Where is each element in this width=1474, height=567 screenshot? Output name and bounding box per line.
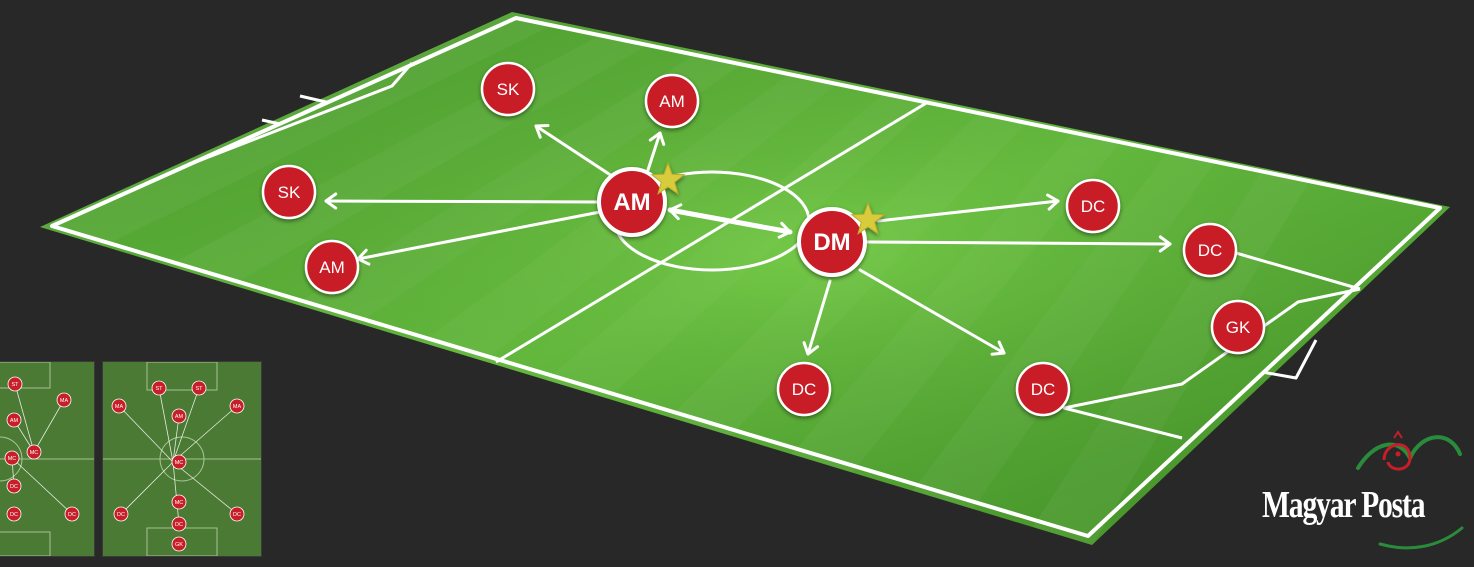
thumbnail-player [172, 495, 186, 509]
player-position-label: AM [319, 258, 345, 277]
player-position-label: AM [659, 92, 685, 111]
thumbnail-player [8, 377, 22, 391]
formation-thumbnail-1[interactable] [0, 362, 94, 556]
thumbnail-player-label: MC [174, 500, 184, 507]
player-am-left[interactable] [306, 241, 358, 293]
player-sk-top[interactable] [482, 63, 534, 115]
thumbnail-pass-line [173, 462, 179, 524]
player-position-label: DC [791, 380, 817, 399]
brand-name: Magyar Posta [1262, 484, 1425, 526]
thumbnail-pass-line [119, 406, 173, 462]
thumbnail-player [112, 399, 126, 413]
thumbnail-player-label: MC [7, 456, 17, 463]
thumbnail-player-label: GK [175, 542, 183, 549]
pass-line [866, 242, 1170, 244]
thumbnail-player [7, 413, 21, 427]
player-dc-right-top[interactable] [1067, 180, 1119, 232]
player-dc-bottom-left[interactable] [778, 363, 830, 415]
thumbnail-player [230, 507, 244, 521]
thumbnail-player [7, 479, 21, 493]
brand-logo [1258, 428, 1464, 556]
thumbnail-pass-line [121, 462, 173, 514]
thumbnail-player [5, 451, 19, 465]
thumbnail-player [230, 399, 244, 413]
player-sk-left[interactable] [263, 166, 315, 218]
thumbnail-player [172, 409, 186, 423]
player-position-label: DC [1197, 241, 1223, 260]
thumbnail-player [172, 537, 186, 551]
thumbnail-player-label: DC [10, 484, 18, 491]
formation-thumbnail-1-pitch [0, 362, 94, 556]
thumbnail-player-label: DC [68, 512, 76, 519]
player-position-label: GK [1225, 318, 1251, 337]
thumbnail-player-label: MA [232, 404, 242, 411]
player-dc-bottom-right[interactable] [1017, 363, 1069, 415]
thumbnail-player-label: ST [195, 386, 203, 393]
player-position-label: SK [277, 183, 301, 202]
player-dc-right-mid[interactable] [1184, 224, 1236, 276]
thumbnail-pass-line [34, 400, 64, 452]
player-position-label: DC [1080, 197, 1106, 216]
thumbnail-player-label: MC [174, 460, 184, 467]
thumbnail-player-label: DC [117, 512, 125, 519]
thumbnail-player-label: DC [175, 522, 183, 529]
player-position-label: SK [496, 80, 520, 99]
thumbnail-player-label: MC [29, 450, 39, 457]
thumbnail-player-label: DC [10, 512, 18, 519]
player-am-top[interactable] [646, 75, 698, 127]
player-position-label: DM [813, 229, 851, 256]
thumbnail-player [172, 517, 186, 531]
thumbnail-player-label: MA [59, 398, 69, 405]
formation-thumbnail-2-pitch [103, 362, 261, 556]
player-gk[interactable] [1212, 301, 1264, 353]
formation-thumbnail-2[interactable] [103, 362, 261, 556]
thumbnail-player-label: ST [155, 386, 163, 393]
thumbnail-player-label: ST [11, 382, 19, 389]
thumbnail-player [65, 507, 79, 521]
thumbnail-player [27, 445, 41, 459]
thumbnail-player [172, 455, 186, 469]
thumbnail-player [114, 507, 128, 521]
posthorn-icon [1354, 428, 1464, 486]
thumbnail-player [57, 393, 71, 407]
thumbnail-player-label: MA [114, 404, 124, 411]
thumbnail-player [7, 507, 21, 521]
thumbnail-player [152, 381, 166, 395]
thumbnail-player-label: DC [233, 512, 241, 519]
player-position-label: DC [1030, 380, 1056, 399]
brand-swoosh [1378, 524, 1464, 550]
pass-line [326, 201, 598, 202]
thumbnail-player [192, 381, 206, 395]
thumbnail-player-label: AM [174, 414, 184, 421]
player-position-label: AM [613, 189, 651, 216]
thumbnail-player-label: AM [9, 418, 19, 425]
